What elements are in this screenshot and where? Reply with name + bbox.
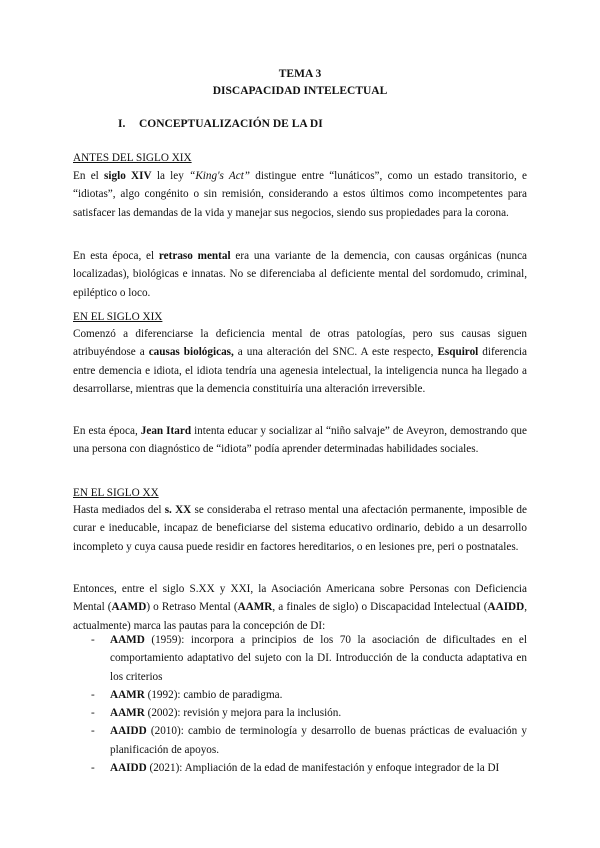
bold-run: AAIDD	[487, 601, 525, 614]
bold-run: AAMD	[111, 601, 147, 614]
list-item-text: (2021): Ampliación de la edad de manifestación y enfoque integrador de la DI	[146, 762, 500, 775]
text-run: la ley	[151, 170, 190, 182]
text-run: , actualmente) marca las pautas para la concepción de DI:	[73, 601, 527, 632]
text-run: diferencia entre demencia e idiota, el idiota tendría una agenesia intelectual, la inteligencia nunca ha llegado a desarrollarse, mientras que la demencia constituiría una alteración irreversible.	[73, 346, 527, 395]
aaidd-timeline-list	[73, 631, 527, 777]
bold-run: Esquirol	[437, 346, 479, 359]
text-run: ) o Retraso Mental (	[146, 601, 238, 614]
bold-run: s. XX	[164, 504, 192, 516]
text-run: intenta educar y socializar al “niño salvaje” de Aveyron, demostrando que una persona con diagnóstico de “idiota” podía aprender determinadas habilidades sociales.	[73, 425, 527, 456]
list-dash: -	[91, 762, 95, 775]
list-item-abbr: AAIDD	[110, 762, 147, 775]
section-number: I.	[118, 118, 126, 130]
list-item-abbr: AAMR	[110, 707, 145, 720]
list-item-abbr: AAMD	[110, 634, 145, 646]
text-run: Hasta mediados del	[73, 504, 165, 516]
text-run: En esta época, el	[73, 250, 159, 262]
list-dash: -	[91, 725, 95, 738]
paragraph-asociacion-americana	[73, 580, 527, 635]
list-item-text: (1992): cambio de paradigma.	[144, 688, 283, 701]
text-run: se consideraba el retraso mental una afectación permanente, imposible de curar e ineducable, incapaz de beneficiarse del sistema educativo ordinario, debido a un desarrollo incompleto y cuya causa puede residir en factores hereditarios, o en lesiones pre, peri o postnatales.	[73, 504, 527, 553]
paragraph-jean-itard	[73, 422, 527, 459]
page-title: DISCAPACIDAD INTELECTUAL	[212, 85, 388, 97]
list-item-text: (2010): cambio de terminología y desarrollo de buenas prácticas de evaluación y planificación de apoyos.	[110, 725, 527, 756]
text-run: En el	[73, 170, 105, 182]
subheading-antes-siglo-xix: ANTES DEL SIGLO XIX	[73, 152, 192, 164]
list-item-abbr: AAIDD	[110, 725, 147, 738]
text-run: a una alteración del SNC. A este respecto,	[233, 346, 438, 359]
list-item	[73, 631, 527, 686]
text-run: distingue entre “lunáticos”, como un estado transitorio, e “idiotas”, algo congénito o sin remisión, considerando a estos últimos como incompetentes para satisfacer las demandas de la vida y manejar sus negocios, siendo sus propiedades para la corona.	[73, 170, 527, 219]
paragraph-kings-act	[73, 167, 527, 222]
text-run: Comenzó a diferenciarse la deficiencia mental de otras patologías, pero sus causas siguen atribuyéndose a	[73, 328, 527, 359]
list-item	[73, 686, 527, 704]
subheading-siglo-xx: EN EL SIGLO XX	[73, 487, 159, 499]
list-dash: -	[91, 688, 95, 701]
text-run: , a finales de siglo) o Discapacidad Intelectual (	[272, 601, 488, 614]
list-item	[73, 759, 527, 777]
paragraph-retraso-mental	[73, 247, 527, 302]
bold-run: siglo XIV	[104, 170, 152, 182]
list-item	[73, 704, 527, 722]
section-heading	[118, 118, 323, 130]
bold-run: causas biológicas,	[148, 346, 234, 359]
paragraph-esquirol	[73, 325, 527, 398]
text-run: era una variante de la demencia, con causas orgánicas (nunca localizadas), biológicas e innatas. No se diferenciaba al deficiente mental del sordomudo, criminal, epiléptico o loco.	[73, 250, 527, 299]
paragraph-siglo-xx	[73, 501, 527, 556]
list-dash: -	[91, 634, 95, 646]
italic-run: “King's Act”	[189, 170, 251, 182]
bold-run: retraso mental	[158, 250, 231, 262]
text-run: En esta época,	[73, 425, 141, 437]
list-dash: -	[91, 707, 95, 720]
list-item-text: (2002): revisión y mejora para la inclusión.	[144, 707, 342, 720]
list-item	[73, 722, 527, 759]
text-run: Entonces, entre el siglo S.XX y XXI, la Asociación Americana sobre Personas con Deficiencia Mental (	[73, 583, 527, 614]
topic-number: TEMA 3	[278, 68, 322, 80]
bold-run: AAMR	[237, 601, 273, 614]
list-item-text: (1959): incorpora a principios de los 70 la asociación de dificultades en el comportamiento adaptativo del sujeto con la DI. Introducción de la conducta adaptativa en los criterios	[110, 634, 527, 683]
list-item-abbr: AAMR	[110, 688, 145, 701]
section-title: CONCEPTUALIZACIÓN DE LA DI	[139, 118, 323, 130]
bold-run: Jean Itard	[140, 425, 192, 437]
subheading-siglo-xix: EN EL SIGLO XIX	[73, 311, 163, 323]
